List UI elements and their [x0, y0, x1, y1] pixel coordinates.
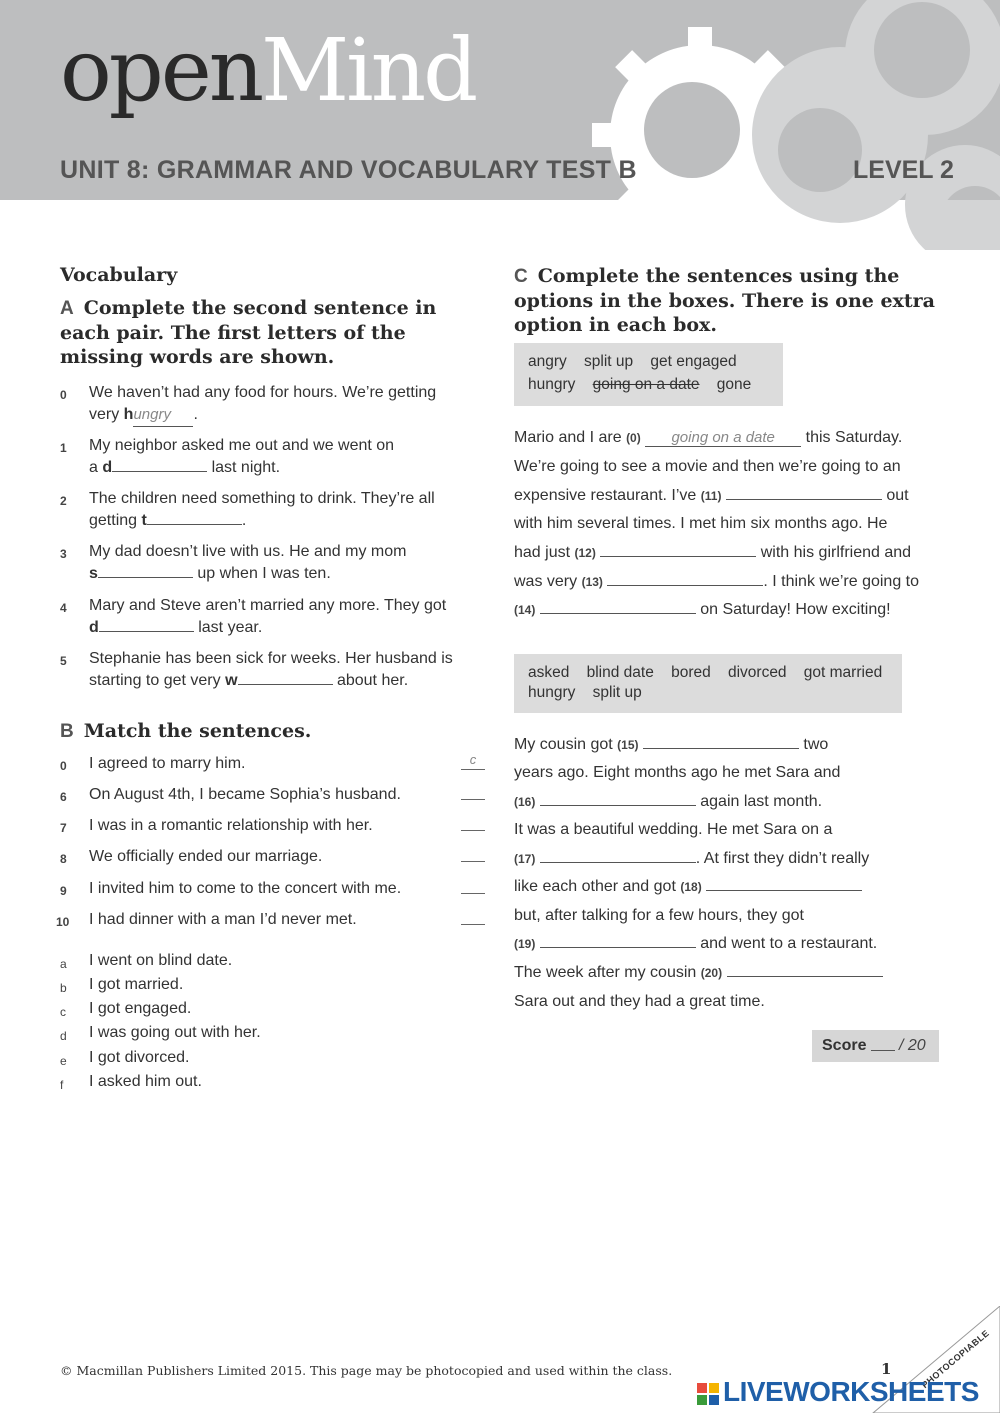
answer-blank-19[interactable] — [540, 947, 696, 948]
word-option: split up — [584, 353, 634, 370]
option-letter: b — [60, 981, 67, 995]
blank-number: (18) — [680, 880, 702, 894]
item-line1: The children need something to drink. They’re all — [89, 490, 435, 507]
answer-blank-11[interactable] — [726, 499, 882, 500]
item-line1: Mary and Steve aren’t married any more. They got — [89, 597, 447, 614]
word-option: get engaged — [650, 353, 737, 370]
item-line1: My neighbor asked me out and we went on — [89, 437, 395, 454]
item-number: 9 — [60, 884, 67, 898]
copyright-footer: © Macmillan Publishers Limited 2015. This page may be photocopied and used within the class. — [60, 1363, 673, 1378]
item-number: 7 — [60, 821, 67, 835]
word-box-1 — [514, 343, 783, 406]
blank-number: (15) — [617, 738, 639, 752]
match-answer[interactable] — [461, 848, 485, 862]
text: was very — [514, 573, 578, 590]
text: with his girlfriend and — [760, 544, 912, 561]
score-blank[interactable] — [871, 1050, 895, 1051]
match-answer[interactable]: c — [461, 751, 485, 770]
item-pre: getting — [89, 512, 142, 529]
option-letter: e — [60, 1054, 67, 1068]
text: My cousin got — [514, 736, 613, 753]
para2-line10: Sara out and they had a great time. — [514, 993, 765, 1010]
para2-line3 — [514, 793, 822, 811]
item-line2 — [89, 563, 331, 585]
section-a-letter: A — [60, 298, 74, 319]
para2-line7: but, after talking for a few hours, they got — [514, 907, 804, 924]
item-post: . — [241, 512, 247, 529]
word-box-row — [528, 376, 751, 394]
section-b-letter: B — [60, 721, 74, 742]
blank-number: (16) — [514, 795, 536, 809]
answer-blank-14[interactable] — [540, 613, 696, 614]
item-number: 8 — [60, 852, 67, 866]
item-text: I was in a romantic relationship with her. — [89, 817, 373, 834]
word-box-row — [528, 664, 882, 682]
blank-number: (12) — [574, 546, 596, 560]
level-label: LEVEL 2 — [853, 156, 954, 184]
blank-number: (14) — [514, 603, 536, 617]
logo-mind: Mind — [261, 21, 476, 121]
option-letter: d — [60, 1029, 67, 1043]
item-number: 3 — [60, 547, 67, 561]
option-letter: a — [60, 957, 67, 971]
unit-title: UNIT 8: GRAMMAR AND VOCABULARY TEST B — [60, 156, 637, 184]
item-pre: starting to get very — [89, 672, 226, 689]
para2-line6 — [514, 878, 862, 896]
item-line1: My dad doesn’t live with us. He and my mom — [89, 543, 407, 560]
para1-line2: We’re going to see a movie and then we’re going to an — [514, 458, 901, 475]
section-b-instruction — [60, 720, 311, 743]
match-answer[interactable] — [461, 880, 485, 894]
blank-number: (20) — [700, 966, 723, 980]
item-letter: d — [89, 619, 99, 636]
word-option-used: going on a date — [592, 376, 700, 393]
text: again last month. — [700, 793, 823, 810]
option-text: I got divorced. — [89, 1049, 190, 1066]
score-total: / 20 — [899, 1037, 926, 1054]
answer-blank-0[interactable]: going on a date — [645, 429, 801, 447]
item-pre: very — [89, 406, 124, 423]
blank-number: (0) — [626, 431, 641, 445]
text: out — [886, 487, 909, 504]
word-option: blind date — [586, 664, 654, 681]
text: . I think we’re going to — [763, 573, 920, 590]
item-text: I had dinner with a man I’d never met. — [89, 911, 357, 928]
item-number: 2 — [60, 494, 67, 508]
page-number: 1 — [881, 1360, 892, 1378]
text: on Saturday! How exciting! — [700, 601, 891, 618]
item-number: 0 — [60, 759, 67, 773]
text: two — [803, 736, 829, 753]
word-option: asked — [528, 664, 570, 681]
blank-number: (11) — [700, 489, 722, 503]
word-option: divorced — [727, 664, 787, 681]
item-text: I invited him to come to the concert with me. — [89, 880, 402, 897]
word-option: bored — [671, 664, 711, 681]
match-answer[interactable] — [461, 786, 485, 800]
item-number: 5 — [60, 654, 67, 668]
text: this Saturday. — [805, 429, 903, 446]
para2-line5 — [514, 850, 869, 868]
item-number: 0 — [60, 388, 67, 402]
para2-line4: It was a beautiful wedding. He met Sara on a — [514, 821, 833, 838]
para1-line3 — [514, 487, 909, 505]
section-c-instruction — [514, 264, 944, 337]
text: expensive restaurant. I’ve — [514, 487, 697, 504]
text: . At first they didn’t really — [695, 850, 870, 867]
item-line1: Stephanie has been sick for weeks. Her husband is — [89, 650, 453, 667]
option-letter: f — [60, 1078, 64, 1092]
liveworksheets-watermark — [697, 1376, 979, 1408]
para1-line6 — [514, 573, 919, 591]
gear-overflow — [700, 200, 1000, 250]
answer-blank[interactable] — [98, 577, 193, 578]
item-line2 — [89, 510, 246, 532]
watermark-text: LIVEWORKSHEETS — [723, 1376, 979, 1407]
answer-blank-13[interactable] — [607, 585, 763, 586]
item-letter: d — [102, 459, 113, 476]
item-line1: We haven’t had any food for hours. We’re getting — [89, 384, 437, 401]
openmind-logo — [60, 21, 476, 121]
text: had just — [514, 544, 571, 561]
item-letter: t — [141, 512, 147, 529]
section-c-instruction-text: Complete the sentences using the options in the boxes. There is one extra option in each box. — [514, 265, 935, 336]
para1-line4: with him several times. I met him six months ago. He — [514, 515, 888, 532]
item-line2 — [89, 404, 198, 427]
item-text: On August 4th, I became Sophia’s husband. — [89, 786, 401, 803]
answer-blank-12[interactable] — [600, 556, 756, 557]
word-option: hungry — [528, 684, 576, 701]
word-option: hungry — [528, 376, 576, 393]
word-option: split up — [592, 684, 642, 701]
answer-blank-18[interactable] — [706, 890, 862, 891]
answer-blank-20[interactable] — [727, 976, 883, 977]
word-option: got married — [803, 664, 883, 681]
answer-blank[interactable] — [99, 631, 194, 632]
item-number: 1 — [60, 441, 67, 455]
word-box-row — [528, 353, 737, 371]
section-c-letter: C — [514, 266, 528, 287]
para2-line1 — [514, 736, 828, 754]
para1-line1 — [514, 429, 902, 447]
option-text: I asked him out. — [89, 1073, 202, 1090]
para1-line5 — [514, 544, 911, 562]
option-text: I went on blind date. — [89, 952, 233, 969]
item-number: 6 — [60, 790, 67, 804]
blank-number: (13) — [581, 575, 603, 589]
para1-line7 — [514, 601, 891, 619]
item-line2 — [89, 670, 408, 692]
item-post: about her. — [332, 672, 409, 689]
item-letter: s — [89, 565, 98, 582]
answer-blank-17[interactable] — [540, 862, 696, 863]
item-number: 4 — [60, 601, 67, 615]
blank-number: (17) — [514, 852, 536, 866]
item-letter: h — [123, 406, 134, 423]
answer-blank[interactable] — [147, 524, 242, 525]
option-text: I got engaged. — [89, 1000, 192, 1017]
text: Mario and I are — [514, 429, 622, 446]
item-line2 — [89, 617, 262, 639]
item-number: 10 — [56, 915, 70, 929]
blank-number: (19) — [514, 937, 536, 951]
liveworksheets-icon — [697, 1383, 719, 1405]
word-option: gone — [716, 376, 752, 393]
photocopiable-label: PHOTOCOPIABLE — [919, 1327, 992, 1391]
text: and went to a restaurant. — [700, 935, 878, 952]
para2-line8 — [514, 935, 877, 953]
option-text: I got married. — [89, 976, 184, 993]
item-post: last night. — [207, 459, 281, 476]
section-a-instruction-text: Complete the second sentence in each pair. The first letters of the missing words are shown. — [60, 297, 437, 368]
match-answer[interactable] — [461, 911, 485, 925]
item-post: up when I was ten. — [192, 565, 331, 582]
page-header — [0, 0, 1000, 200]
word-box-row — [528, 684, 642, 702]
text: like each other and got — [514, 878, 676, 895]
para2-line2: years ago. Eight months ago he met Sara and — [514, 764, 841, 781]
option-letter: c — [60, 1005, 66, 1019]
section-b-instruction-text: Match the sentences. — [83, 720, 312, 742]
answer-blank[interactable] — [238, 684, 333, 685]
answer-blank[interactable]: ungry — [133, 404, 193, 427]
answer-blank[interactable] — [112, 471, 207, 472]
score-label: Score — [822, 1037, 867, 1054]
item-pre: a — [89, 459, 103, 476]
answer-blank-16[interactable] — [540, 805, 696, 806]
word-box-2 — [514, 654, 902, 713]
answer-blank-15[interactable] — [643, 748, 799, 749]
item-text: I agreed to marry him. — [89, 755, 246, 772]
item-line2 — [89, 457, 280, 479]
item-letter: w — [225, 672, 238, 689]
word-option: angry — [528, 353, 567, 370]
vocabulary-heading: Vocabulary — [60, 264, 178, 286]
item-post: . — [193, 406, 198, 423]
score-box — [812, 1030, 939, 1062]
text: The week after my cousin — [514, 964, 697, 981]
section-a-instruction — [60, 296, 460, 369]
option-text: I was going out with her. — [89, 1024, 261, 1041]
item-text: We officially ended our marriage. — [89, 848, 323, 865]
match-answer[interactable] — [461, 817, 485, 831]
para2-line9 — [514, 964, 883, 982]
logo-open: open — [60, 21, 262, 121]
item-post: last year. — [193, 619, 263, 636]
